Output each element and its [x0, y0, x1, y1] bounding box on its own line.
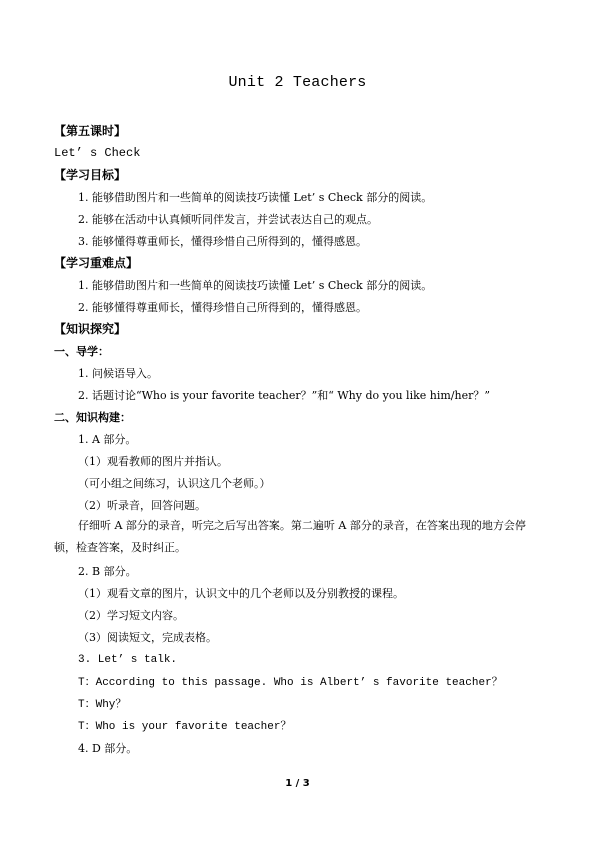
lesson-subtitle: Let’ s Check [54, 146, 141, 160]
guide-item: 2. 话题讨论“Who is your favorite teacher？”和“ Why do you like him/her？” [78, 389, 490, 402]
key-point-item: 2. 能够懂得尊重师长，懂得珍惜自己所得到的，懂得感恩。 [78, 301, 367, 314]
build-item: 2. B 部分。 [78, 565, 137, 578]
guide-heading: 一、导学： [54, 345, 109, 358]
build-heading: 二、知识构建： [54, 411, 131, 424]
goal-item: 1. 能够借助图片和一些简单的阅读技巧读懂 Let’ s Check 部分的阅读。 [78, 191, 433, 204]
build-item: 1. A 部分。 [78, 433, 137, 446]
guide-item: 1. 问候语导入。 [78, 367, 158, 380]
build-item: 4. D 部分。 [78, 742, 138, 755]
goals-heading: 【学习目标】 [54, 168, 127, 182]
goal-item: 2. 能够在活动中认真倾听同伴发言，并尝试表达自己的观点。 [78, 213, 378, 226]
build-item: （1）观看文章的图片，认识文中的几个老师以及分别教授的课程。 [78, 587, 404, 600]
build-item: 3. Let’ s talk. [78, 654, 178, 666]
page-number: 1 / 3 [285, 778, 310, 789]
document-title: Unit 2 Teachers [228, 74, 367, 91]
build-item: （3）阅读短文，完成表格。 [78, 631, 217, 644]
build-item: （1）观看教师的图片并指认。 [78, 455, 228, 468]
build-item: （2）学习短文内容。 [78, 609, 184, 622]
dialogue-line: T：Who is your favorite teacher？ [78, 721, 292, 733]
key-point-item: 1. 能够借助图片和一些简单的阅读技巧读懂 Let’ s Check 部分的阅读。 [78, 279, 433, 292]
dialogue-line: T：According to this passage. Who is Albert’ s favorite teacher？ [78, 677, 503, 689]
build-item: （可小组之间练习，认识这几个老师。） [78, 477, 271, 490]
dialogue-line: T：Why？ [78, 699, 127, 711]
key-points-heading: 【学习重难点】 [54, 256, 139, 270]
build-item: （2）听录音，回答问题。 [78, 499, 206, 512]
explore-heading: 【知识探究】 [54, 322, 127, 336]
goal-item: 3. 能够懂得尊重师长，懂得珍惜自己所得到的，懂得感恩。 [78, 235, 367, 248]
build-paragraph: 仔细听 A 部分的录音，听完之后写出答案。第二遍听 A 部分的录音，在答案出现的地方会停顿，检查答案，及时纠正。 [54, 519, 526, 554]
lesson-heading: 【第五课时】 [54, 124, 127, 138]
